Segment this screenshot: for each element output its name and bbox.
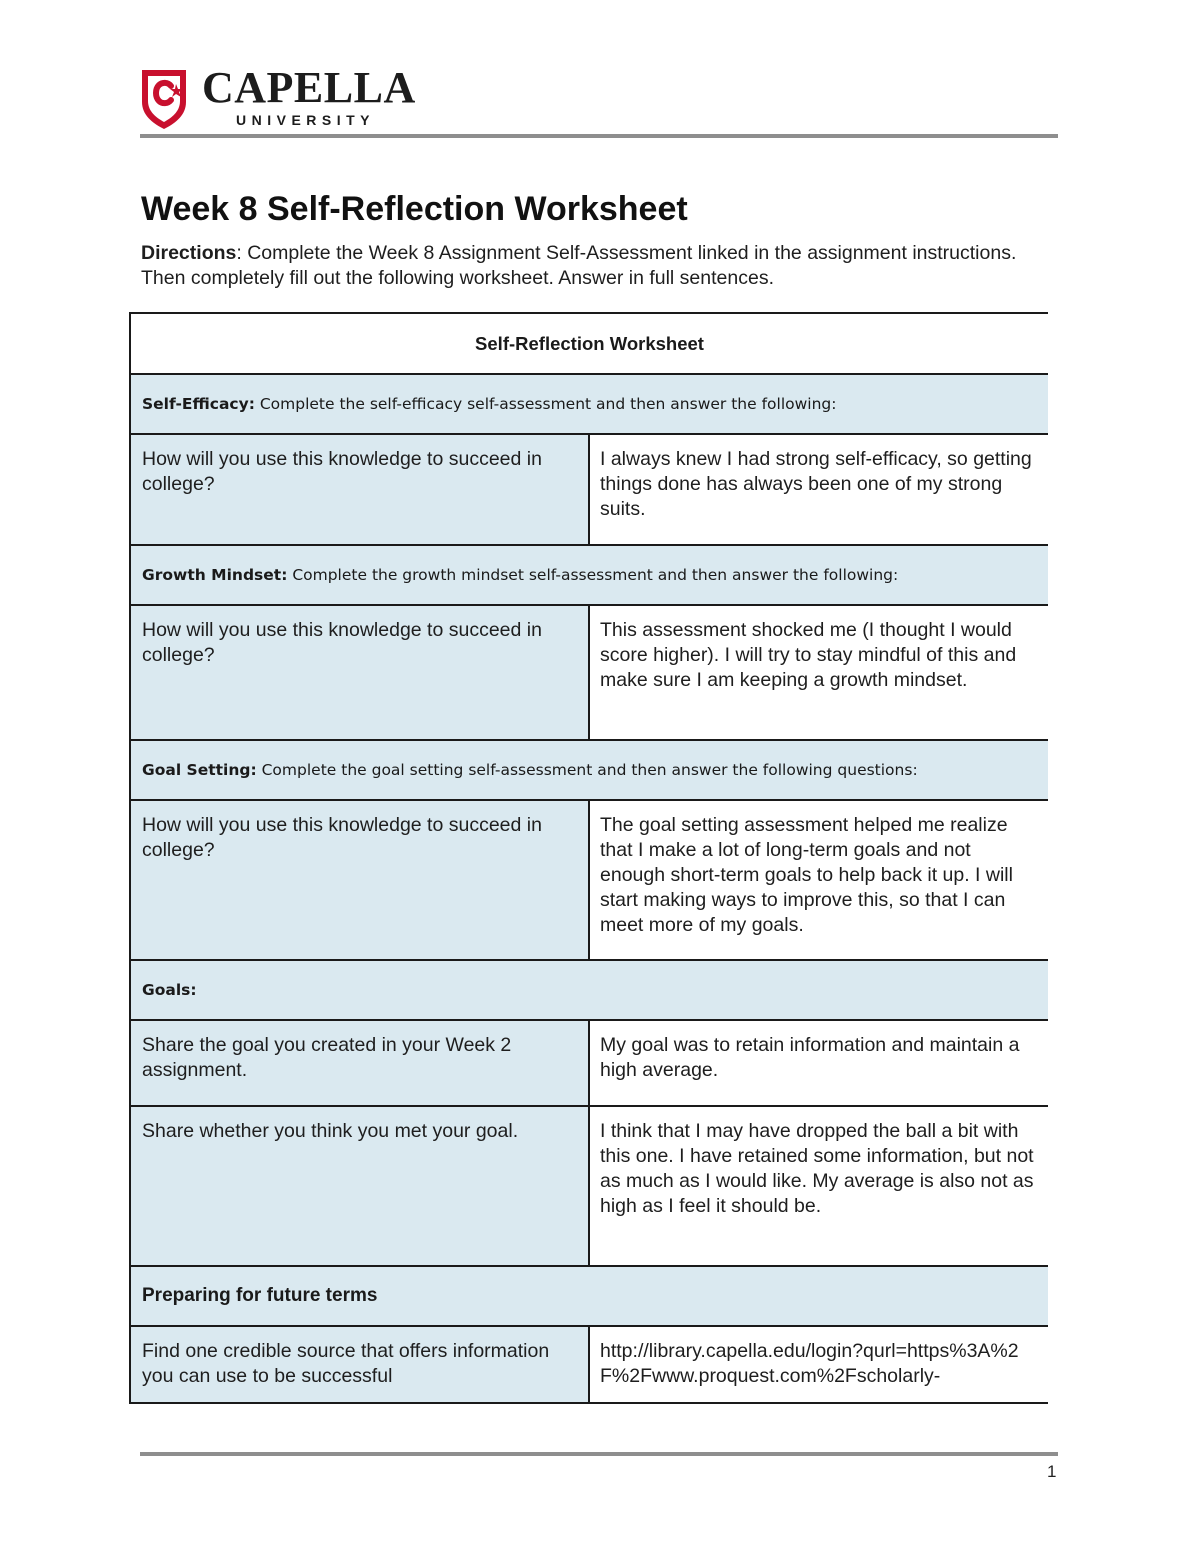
page-title: Week 8 Self-Reflection Worksheet (141, 190, 688, 228)
directions-paragraph (141, 241, 1041, 290)
section-header-row (130, 545, 1048, 605)
table-row (130, 605, 1048, 740)
footer-divider (140, 1452, 1058, 1456)
section-self-efficacy (130, 374, 1048, 434)
directions-label: Directions (141, 242, 237, 264)
section-header-row (130, 1266, 1048, 1326)
question-cell: Share whether you think you met your goal. (130, 1106, 589, 1266)
table-row (130, 1106, 1048, 1266)
worksheet-heading-row (130, 313, 1048, 374)
answer-cell[interactable]: The goal setting assessment helped me realize that I make a lot of long-term goals and not enough short-term goals to help back it up. I will start making ways to improve this, so that I can meet more of my goals. (589, 800, 1048, 960)
section-label: Self-Efficacy: (142, 395, 255, 413)
section-label: Growth Mindset: (142, 566, 288, 584)
section-label: Goal Setting: (142, 761, 257, 779)
section-header-row (130, 960, 1048, 1020)
section-header-row (130, 740, 1048, 800)
answer-cell[interactable]: My goal was to retain information and maintain a high average. (589, 1020, 1048, 1106)
table-row (130, 434, 1048, 545)
section-goals (130, 960, 1048, 1020)
logo-subtitle: UNIVERSITY (236, 112, 376, 128)
section-instruction: Complete the growth mindset self-assessment and then answer the following: (287, 566, 899, 584)
section-instruction: Complete the self-efficacy self-assessment and then answer the following: (254, 395, 837, 413)
section-growth-mindset (130, 545, 1048, 605)
question-cell: Share the goal you created in your Week 2 assignment. (130, 1020, 589, 1106)
question-cell: How will you use this knowledge to succeed in college? (130, 800, 589, 960)
section-label: Preparing for future terms (142, 1285, 378, 1306)
worksheet-heading: Self-Reflection Worksheet (130, 313, 1048, 374)
question-cell: Find one credible source that offers information you can use to be successful (130, 1326, 589, 1404)
section-label: Goals: (142, 981, 197, 999)
logo-wordmark: CAPELLA (202, 63, 416, 112)
section-header-row (130, 374, 1048, 434)
worksheet-table-wrapper (129, 312, 1048, 1404)
table-row (130, 1326, 1048, 1404)
page-number: 1 (1047, 1462, 1057, 1481)
answer-cell[interactable]: This assessment shocked me (I thought I would score higher). I will try to stay mindful of this and make sure I am keeping a growth mindset. (589, 605, 1048, 740)
section-instruction: Complete the goal setting self-assessment and then answer the following questions: (256, 761, 918, 779)
capella-logo (140, 63, 430, 132)
capella-shield-icon (140, 68, 188, 130)
section-preparing-future-terms (130, 1266, 1048, 1326)
answer-cell[interactable]: http://library.capella.edu/login?qurl=https%3A%2F%2Fwww.proquest.com%2Fscholarly- (589, 1326, 1048, 1404)
header-divider (140, 134, 1058, 138)
directions-text: : Complete the Week 8 Assignment Self-Assessment linked in the assignment instructions. Then completely fill out the following worksheet. Answer in full sentences. (141, 242, 1017, 289)
question-cell: How will you use this knowledge to succeed in college? (130, 605, 589, 740)
answer-cell[interactable]: I think that I may have dropped the ball a bit with this one. I have retained some information, but not as much as I would like. My average is also not as high as I feel it should be. (589, 1106, 1048, 1266)
answer-cell[interactable]: I always knew I had strong self-efficacy, so getting things done has always been one of my strong suits. (589, 434, 1048, 545)
section-goal-setting (130, 740, 1048, 800)
question-cell: How will you use this knowledge to succeed in college? (130, 434, 589, 545)
table-row (130, 800, 1048, 960)
table-row (130, 1020, 1048, 1106)
worksheet-table (129, 312, 1048, 1404)
